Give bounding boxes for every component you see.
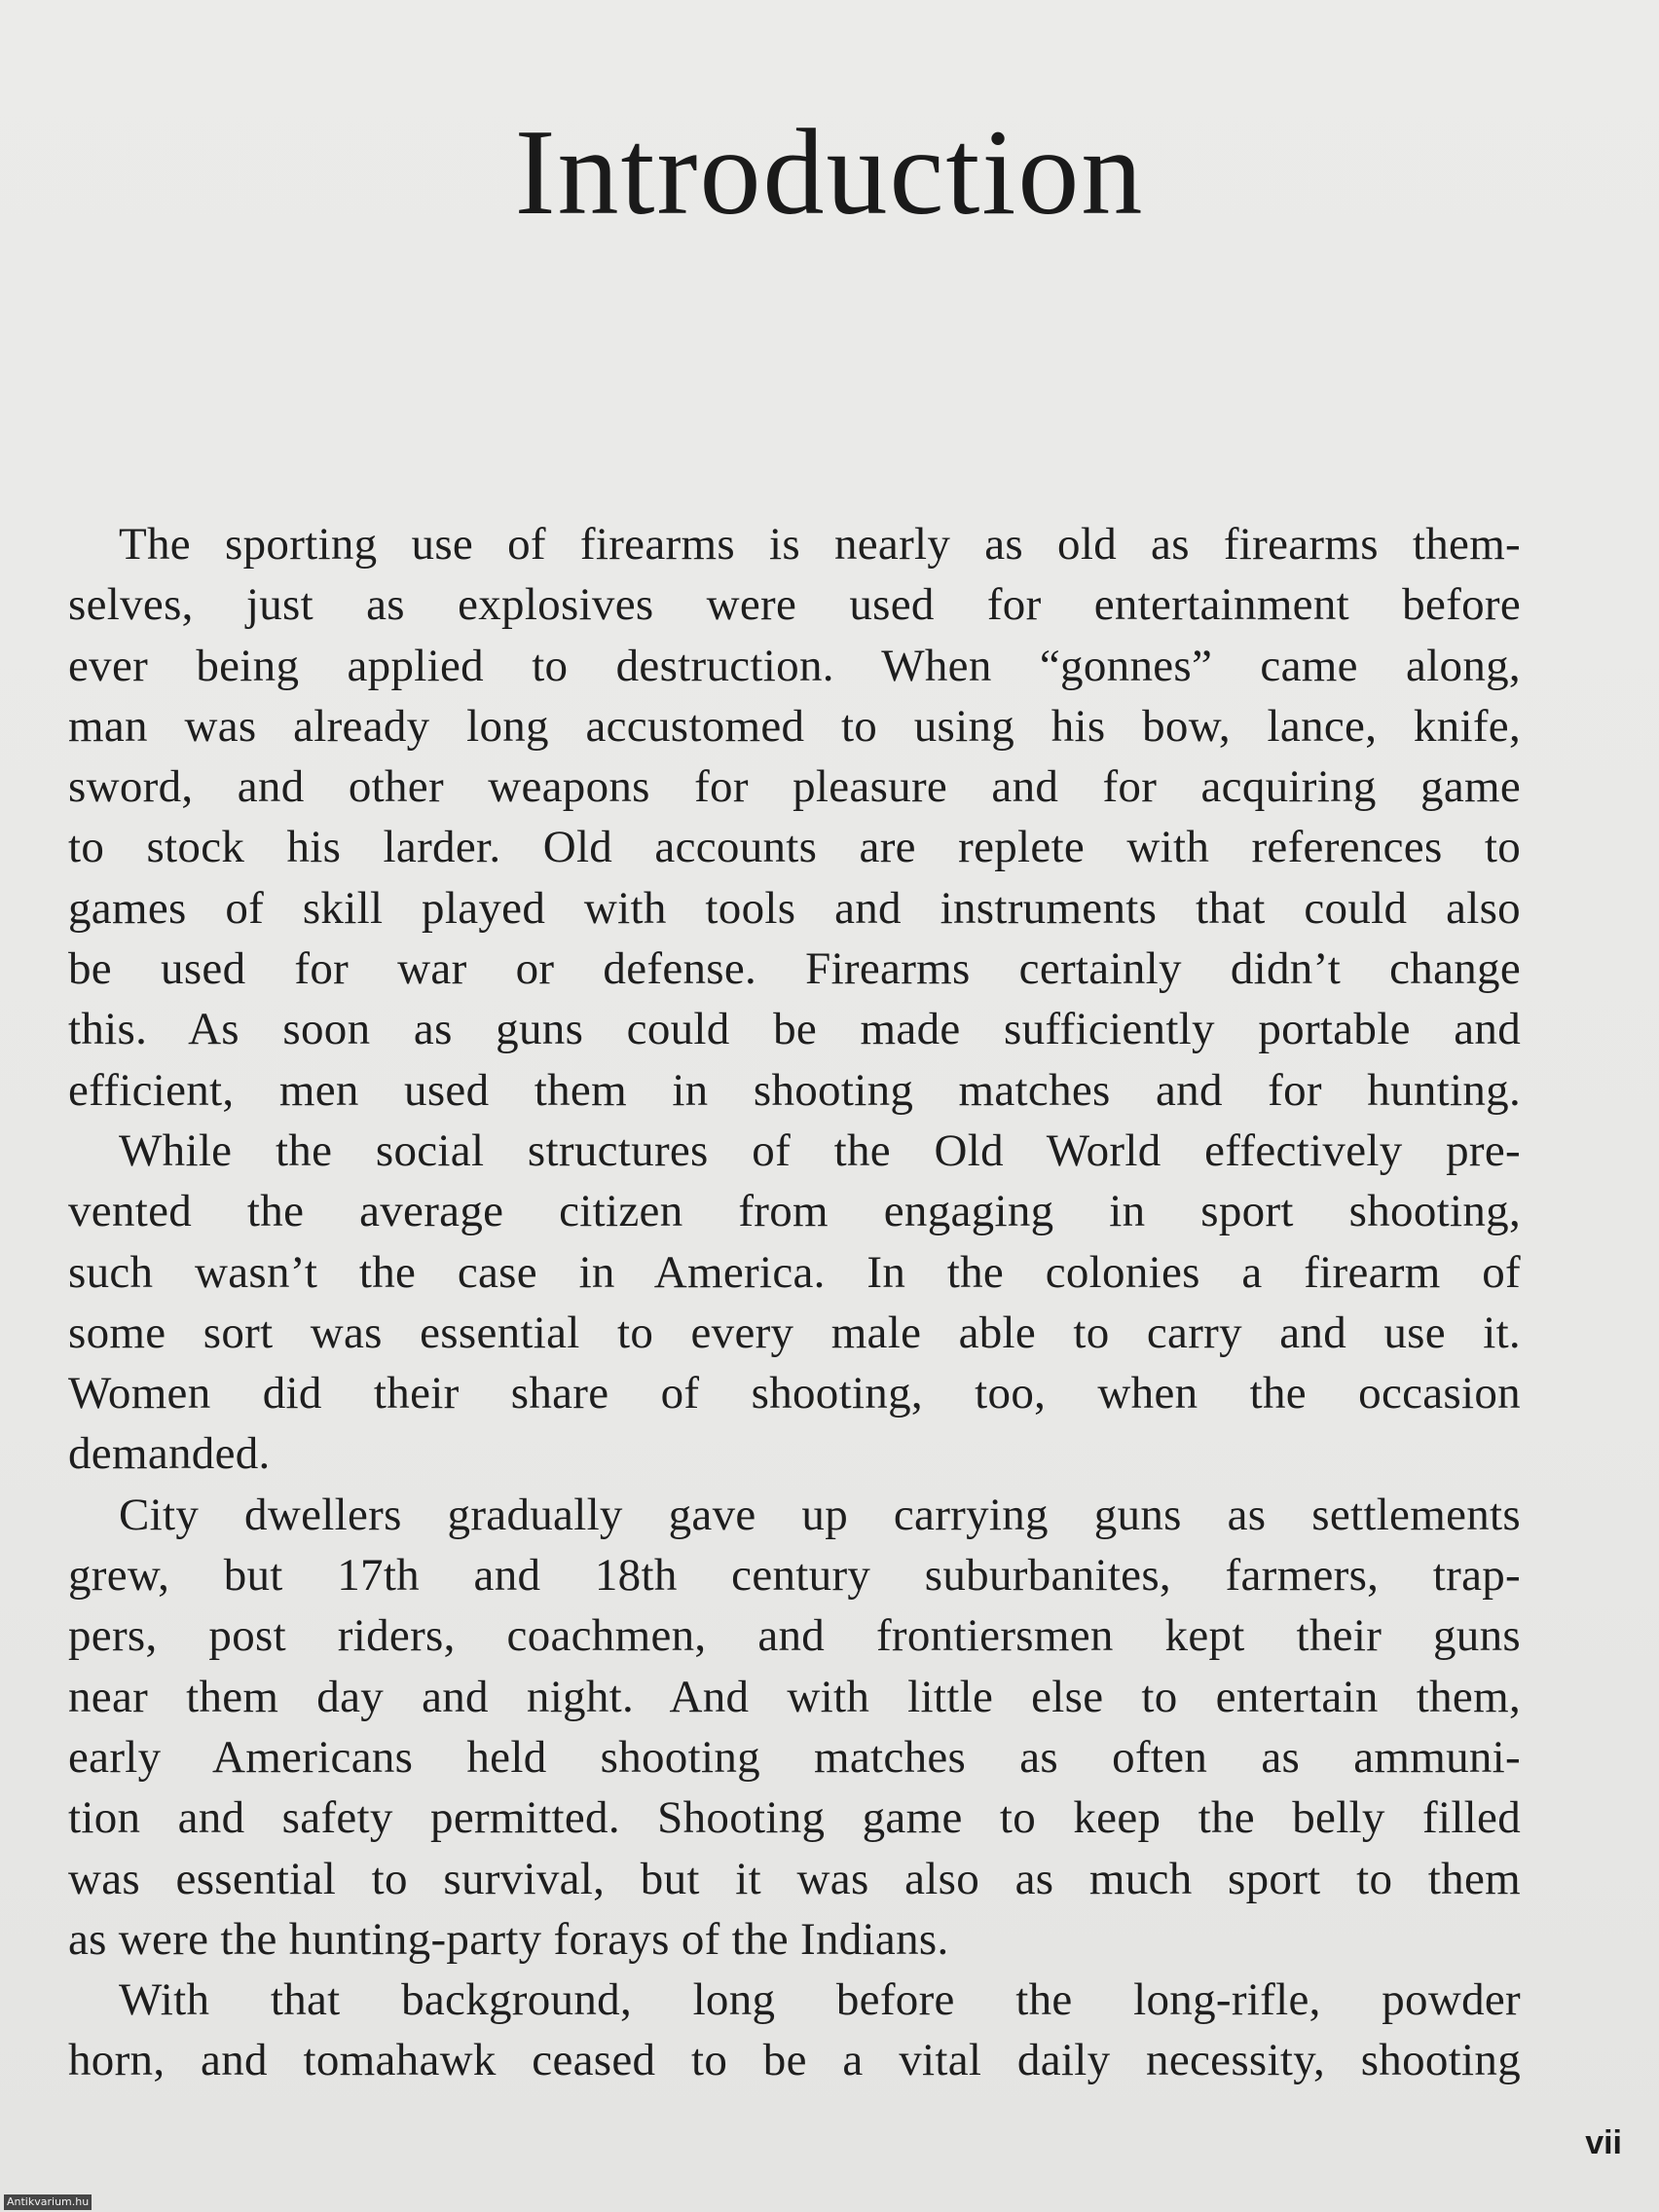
text-line: demanded. [68, 1428, 271, 1480]
text-line: Women did their share of shooting, too, when the occasion [68, 1368, 1521, 1419]
watermark: Antikvarium.hu [4, 2194, 92, 2210]
text-line: The sporting use of firearms is nearly as old as firearms them- [119, 519, 1521, 570]
text-line: pers, post riders, coachmen, and frontiersmen kept their guns [68, 1610, 1521, 1662]
text-line: early Americans held shooting matches as often as ammuni- [68, 1731, 1521, 1783]
text-line: some sort was essential to every male able to carry and use it. [68, 1307, 1521, 1358]
text-line: man was already long accustomed to using his bow, lance, knife, [68, 700, 1521, 752]
text-line: tion and safety permitted. Shooting game to keep the belly filled [68, 1792, 1521, 1844]
text-line: near them day and night. And with little else to entertain them, [68, 1671, 1521, 1722]
text-line: sword, and other weapons for pleasure and for acquiring game [68, 761, 1521, 813]
text-line: to stock his larder. Old accounts are replete with references to [68, 822, 1521, 873]
text-line: vented the average citizen from engaging in sport shooting, [68, 1186, 1521, 1237]
text-line: While the social structures of the Old World effectively pre- [119, 1124, 1521, 1176]
page-number: vii [1585, 2124, 1622, 2161]
text-line: be used for war or defense. Firearms certainly didn’t change [68, 943, 1521, 995]
text-line: City dwellers gradually gave up carrying guns as settlements [119, 1489, 1521, 1540]
page-title: Introduction [514, 105, 1145, 240]
text-line: this. As soon as guns could be made sufficiently portable and [68, 1004, 1521, 1055]
text-line: was essential to survival, but it was also as much sport to them [68, 1853, 1521, 1904]
text-line: grew, but 17th and 18th century suburbanites, farmers, trap- [68, 1550, 1521, 1602]
text-line: efficient, men used them in shooting matches and for hunting. [68, 1064, 1521, 1116]
paragraph-2 [68, 1121, 1521, 1485]
text-line: horn, and tomahawk ceased to be a vital daily necessity, shooting [68, 2035, 1521, 2086]
text-line: such wasn’t the case in America. In the colonies a firearm of [68, 1246, 1521, 1298]
paragraph-3 [68, 1485, 1521, 1970]
text-line: selves, just as explosives were used for entertainment before [68, 579, 1521, 631]
text-line: games of skill played with tools and instruments that could also [68, 882, 1521, 934]
body-text [68, 514, 1521, 2091]
text-line: ever being applied to destruction. When “gonnes” came along, [68, 640, 1521, 691]
text-line: With that background, long before the long-rifle, powder [119, 1974, 1521, 2026]
text-line: as were the hunting-party forays of the Indians. [68, 1913, 949, 1965]
paragraph-4 [68, 1970, 1521, 2091]
paragraph-1 [68, 514, 1521, 1121]
